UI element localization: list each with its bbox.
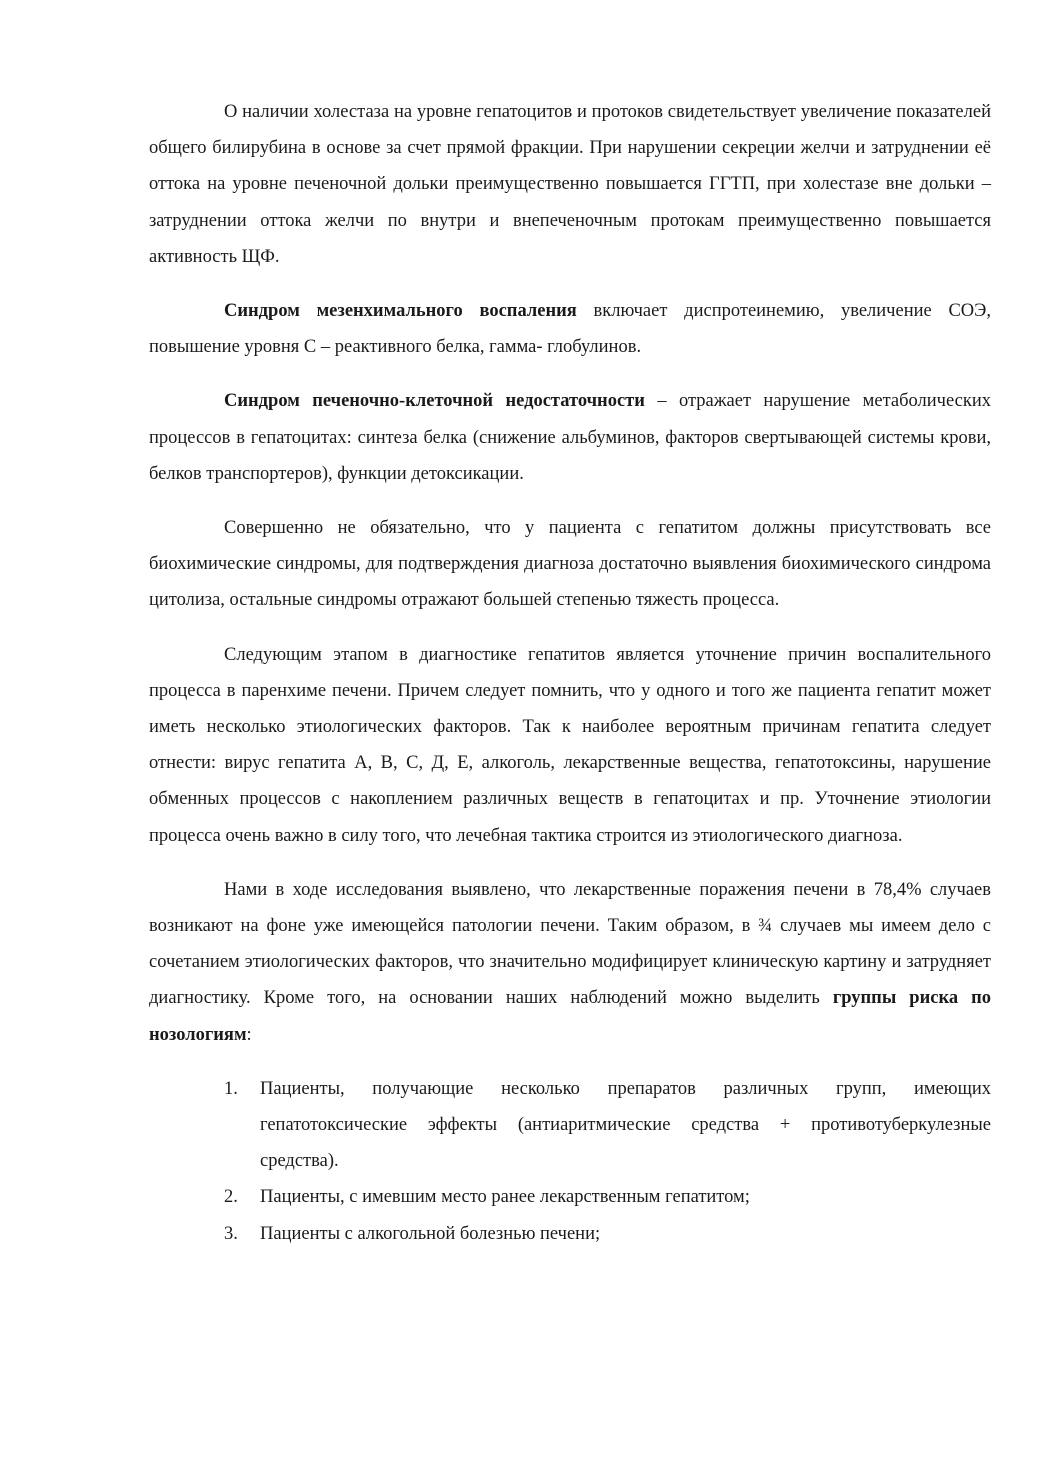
paragraph-text: Следующим этапом в диагностике гепатитов является уточнение причин воспалительного процесса в паренхиме печени. Причем следует помнить, что у одного и того же пациента гепатит может иметь несколько этиологических факторов. Так к наиболее вероятным причинам гепатита следует отнести: вирус гепатита А, В, С, Д, Е, алкоголь, лекарственные вещества, гепатотоксины, нарушение обменных процессов с накоплением различных веществ в гепатоцитах и пр. Уточнение этиологии процесса очень важно в силу того, что лечебная тактика строится из этиологического диагноза.: [149, 644, 991, 846]
list-item-number: 2.: [224, 1187, 238, 1208]
paragraph-bold-phrase: группы риска по нозологиям: [149, 988, 992, 1045]
paragraph-text: – отражает нарушение метаболических процессов в гепатоцитах: синтеза белка (снижение альбуминов, факторов свертывающей системы крови, белков транспортеров), функции детоксикации.: [149, 391, 991, 484]
paragraph-etiology: [149, 637, 991, 854]
paragraph-heading: Синдром мезенхимального воспаления: [224, 301, 577, 322]
list-item: [149, 1179, 991, 1215]
paragraph-heading: Синдром печеночно-клеточной недостаточности: [224, 391, 645, 412]
list-item: [149, 1071, 991, 1180]
list-item-number: 3.: [224, 1223, 238, 1244]
paragraph-hepatocellular-insufficiency: [149, 383, 991, 492]
paragraph-biochemical-syndromes: [149, 510, 991, 619]
document-page: [149, 94, 991, 1252]
paragraph-text: Совершенно не обязательно, что у пациента с гепатитом должны присутствовать все биохимические синдромы, для подтверждения диагноза достаточно выявления биохимического синдрома цитолиза, остальные синдромы отражают большей степенью тяжесть процесса.: [149, 518, 991, 611]
paragraph-tail: :: [246, 1024, 252, 1045]
list-item-text: Пациенты, с имевшим место ранее лекарственным гепатитом;: [260, 1187, 750, 1208]
list-item-text: Пациенты, получающие несколько препаратов различных групп, имеющих гепатотоксические эффекты (антиаритмические средства + противотуберкулезные средства).: [260, 1078, 991, 1172]
paragraph-risk-groups: [149, 872, 991, 1053]
risk-groups-list: [149, 1071, 991, 1252]
list-item-number: 1.: [224, 1078, 238, 1099]
paragraph-cholestasis: [149, 94, 991, 275]
list-item-text: Пациенты с алкогольной болезнью печени;: [260, 1223, 601, 1244]
list-item: [149, 1216, 991, 1252]
paragraph-text: включает диспротеинемию, увеличение СОЭ, повышение уровня С – реактивного белка, гамма- глобулинов.: [149, 301, 991, 358]
paragraph-text: О наличии холестаза на уровне гепатоцитов и протоков свидетельствует увеличение показателей общего билирубина в основе за счет прямой фракции. При нарушении секреции желчи и затруднении её оттока на уровне печеночной дольки преимущественно повышается ГГТП, при холестазе вне дольки – затруднении оттока желчи по внутри и внепеченочным протокам преимущественно повышается активность ЩФ.: [149, 102, 991, 267]
paragraph-text: Нами в ходе исследования выявлено, что лекарственные поражения печени в 78,4% случаев возникают на фоне уже имеющейся патологии печени. Таким образом, в ¾ случаев мы имеем дело с сочетанием этиологических факторов, что значительно модифицирует клиническую картину и затрудняет диагностику. Кроме того, на основании наших наблюдений можно выделить: [149, 879, 991, 1009]
paragraph-mesenchymal-inflammation: [149, 293, 991, 365]
